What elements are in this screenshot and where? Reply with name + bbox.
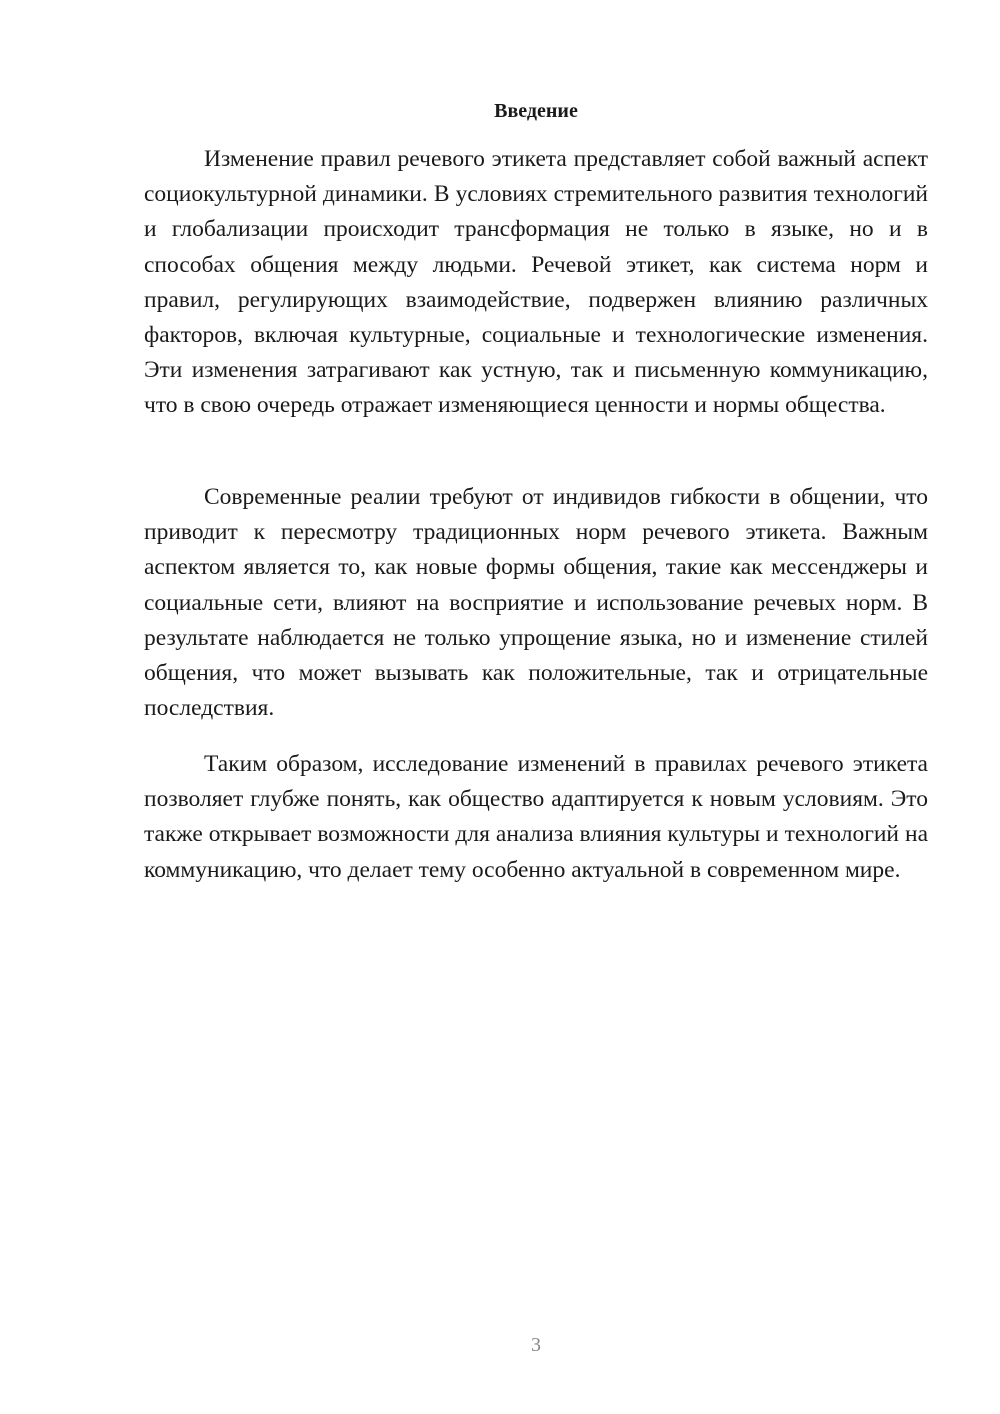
paragraph-1	[144, 142, 928, 424]
paragraph-text: Изменение правил речевого этикета представляет собой важный аспект социокультурной динамики. В условиях стремительного развития технологий и глобализации происходит трансформация не только в языке, но и в способах общения между людьми. Речевой этикет, как система норм и правил, регулирующих взаимодействие, подвержен влиянию различных факторов, включая культурные, социальные и технологические изменения. Эти изменения затрагивают как устную, так и письменную коммуникацию, что в свою очередь отражает изменяющиеся ценности и нормы общества.	[144, 146, 928, 419]
page-number: 3	[531, 1334, 541, 1356]
paragraph-3	[144, 747, 928, 888]
section-title: Введение	[494, 100, 578, 122]
paragraph-text: Таким образом, исследование изменений в правилах речевого этикета позволяет глубже понять, как общество адаптируется к новым условиям. Это также открывает возможности для анализа влияния культуры и технологий на коммуникацию, что делает тему особенно актуальной в современном мире.	[144, 751, 928, 883]
paragraph-text: Современные реалии требуют от индивидов гибкости в общении, что приводит к пересмотру традиционных норм речевого этикета. Важным аспектом является то, как новые формы общения, такие как мессенджеры и социальные сети, влияют на восприятие и использование речевых норм. В результате наблюдается не только упрощение языка, но и изменение стилей общения, что может вызывать как положительные, так и отрицательные последствия.	[144, 484, 928, 722]
paragraph-2	[144, 480, 928, 726]
